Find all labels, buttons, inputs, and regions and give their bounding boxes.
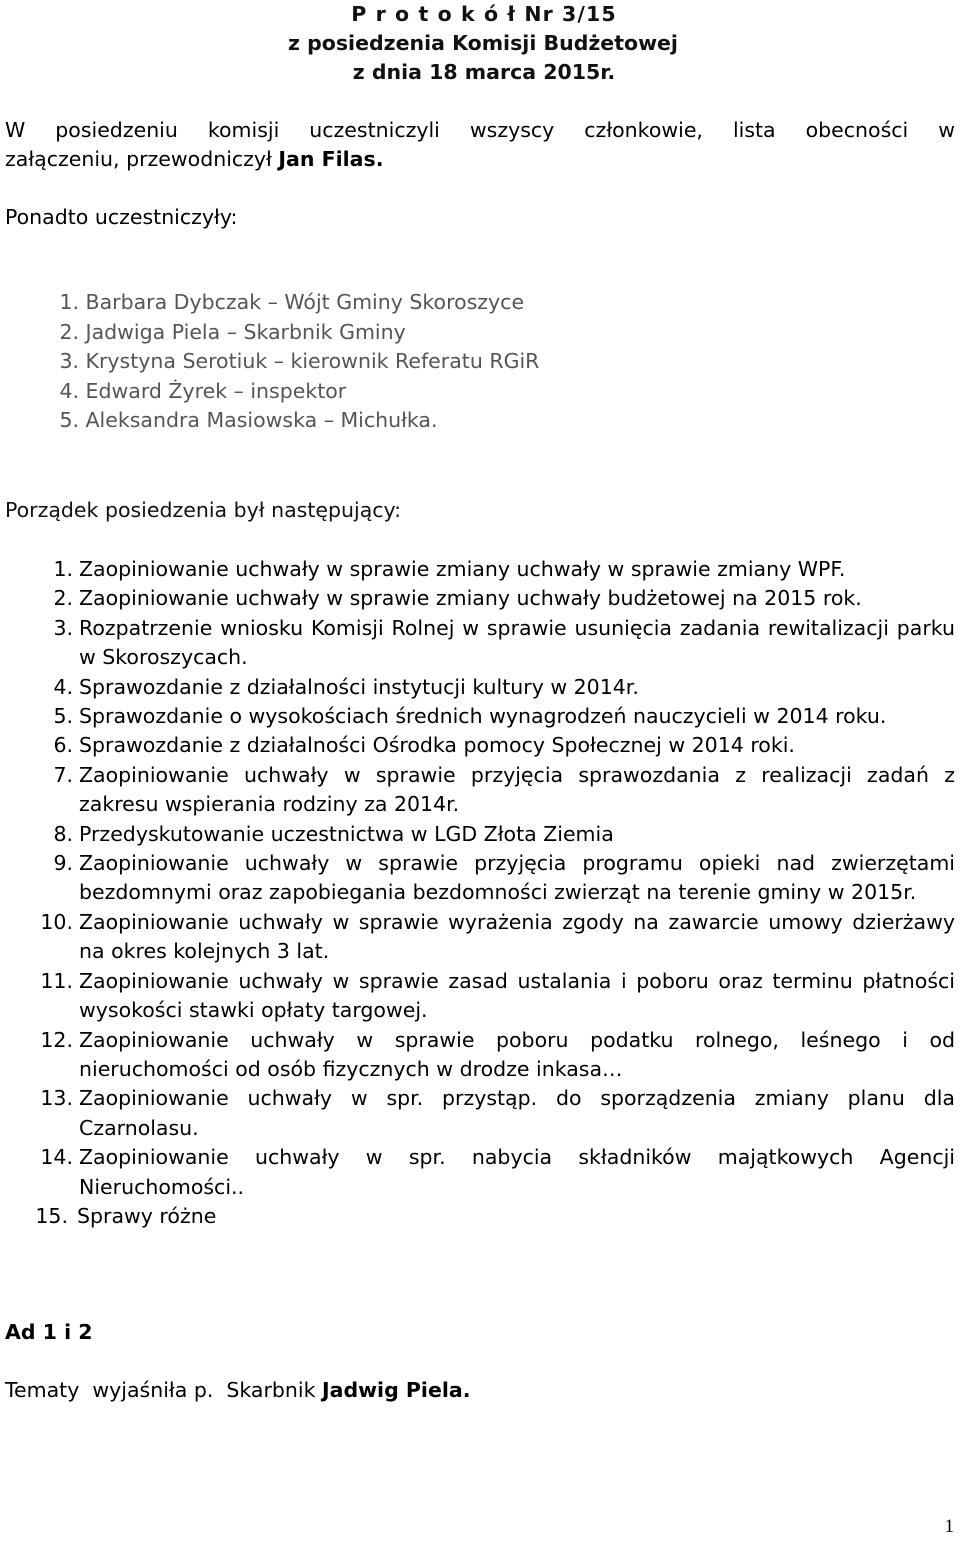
list-item: 4. Edward Żyrek – inspektor [59,378,347,403]
intro-line-1: W posiedzeniu komisji uczestniczyli wszyscy członkowie, lista obecności w [5,118,955,142]
intro-paragraph [5,116,955,174]
agenda-item: 3. Rozpatrzenie wniosku Komisji Rolnej w sprawie usunięcia zadania rewitalizacji parku w Skoroszycach. [53,615,955,670]
intro-line-2 [5,147,383,171]
agenda-item: 1. Zaopiniowanie uchwały w sprawie zmiany uchwały w sprawie zmiany WPF. [53,557,846,581]
agenda-item: 2. Zaopiniowanie uchwały w sprawie zmiany uchwały budżetowej na 2015 rok. [53,586,862,611]
explanation-text: Tematy wyjaśniła p. Skarbnik [5,1378,322,1402]
agenda-item: 13. Zaopiniowanie uchwały w spr. przystąp. do sporządzenia zmiany planu dla Czarnolasu. [40,1086,955,1140]
agenda-item: 10. Zaopiniowanie uchwały w sprawie wyrażenia zgody na zawarcie umowy dzierżawy na okres kolejnych 3 lat. [40,909,955,964]
agenda-item: 15. Sprawy różne [35,1203,217,1228]
explanation-line [5,1376,471,1405]
agenda-item: 11. Zaopiniowanie uchwały w sprawie zasad ustalania i poboru oraz terminu płatności wysokości stawki opłaty targowej. [40,968,955,1023]
agenda-label: Porządek posiedzenia był następujący: [5,498,402,522]
protocol-date: z dnia 18 marca 2015r. [352,60,616,84]
agenda-item: 12. Zaopiniowanie uchwały w sprawie poboru podatku rolnego, leśnego i od nieruchomości od osób fizycznych w drodze inkasa… [40,1027,955,1081]
agenda-item: 7. Zaopiniowanie uchwały w sprawie przyjęcia sprawozdania z realizacji zadań z zakresu wspierania rodziny za 2014r. [53,762,955,817]
treasurer-name: Jadwig Piela. [321,1378,471,1402]
agenda-item: 6. Sprawozdanie z działalności Ośrodka pomocy Społecznej w 2014 roki. [53,733,795,758]
chairman-name: Jan Filas. [278,147,384,171]
agenda-item: 5. Sprawozdanie o wysokościach średnich wynagrodzeń nauczycieli w 2014 roku. [53,704,887,729]
agenda-item: 8. Przedyskutowanie uczestnictwa w LGD Złota Ziemia [53,821,614,846]
agenda-item: 4. Sprawozdanie z działalności instytucji kultury w 2014r. [53,674,639,699]
ad-heading: Ad 1 i 2 [5,1320,93,1344]
intro-line-2-text: załączeniu, przewodniczył [5,147,279,171]
list-item: 5. Aleksandra Masiowska – Michułka. [59,408,438,432]
also-present-label: Ponadto uczestniczyły: [5,205,238,229]
participants-list [5,288,539,436]
protocol-subtitle: z posiedzenia Komisji Budżetowej [288,31,678,55]
list-item: 2. Jadwiga Piela – Skarbnik Gminy [59,319,406,344]
list-item: 3. Krystyna Serotiuk – kierownik Referatu RGiR [59,349,540,373]
agenda-item: 14. Zaopiniowanie uchwały w spr. nabycia składników majątkowych Agencji Nieruchomości.. [40,1145,955,1199]
protocol-title: P r o t o k ó ł Nr 3/15 [351,2,617,26]
list-item: 1. Barbara Dybczak – Wójt Gminy Skoroszyce [59,290,525,314]
agenda-list [5,555,955,1231]
agenda-item: 9. Zaopiniowanie uchwały w sprawie przyjęcia programu opieki nad zwierzętami bezdomnymi oraz zapobiegania bezdomności zwierząt na terenie gminy w 2015r. [53,851,955,905]
page-number: 1 [944,1516,954,1537]
